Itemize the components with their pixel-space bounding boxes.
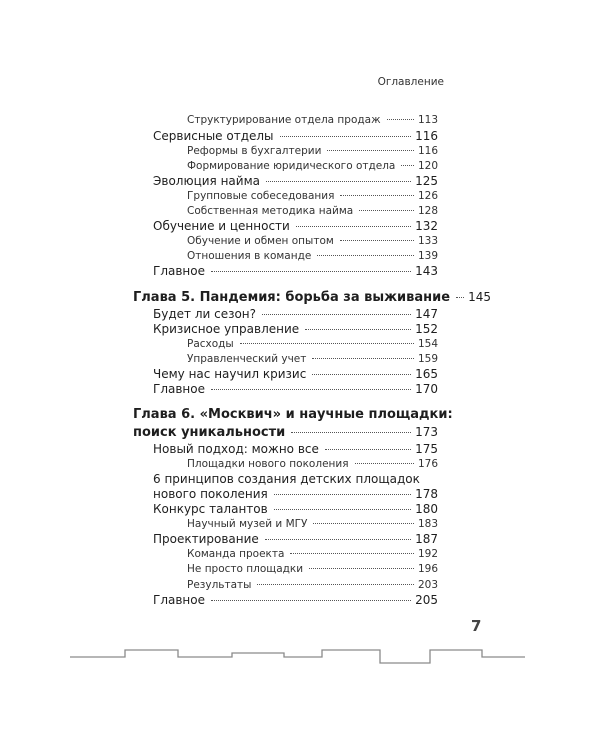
toc-entry-title: Эволюция найма <box>153 174 260 188</box>
toc-entry-page: 143 <box>415 264 438 278</box>
toc-entry-title: Конкурс талантов <box>153 502 268 516</box>
dot-leader <box>274 509 411 510</box>
toc-entry[interactable] <box>187 518 438 530</box>
toc-entry[interactable] <box>153 322 438 336</box>
toc-entry-page: 165 <box>415 367 438 381</box>
dot-leader <box>359 210 414 211</box>
toc-entry[interactable] <box>187 338 438 350</box>
toc-entry-page: 187 <box>415 532 438 546</box>
toc-entry-page: 133 <box>417 235 438 247</box>
toc-entry-title: Реформы в бухгалтерии <box>187 145 322 157</box>
toc-entry[interactable] <box>187 458 438 470</box>
toc-entry-page: 159 <box>417 353 438 365</box>
toc-entry-page: 196 <box>417 563 438 575</box>
toc-entry-page: 125 <box>415 174 438 188</box>
toc-entry-title: Проектирование <box>153 532 259 546</box>
toc-entry-page: 183 <box>417 518 438 530</box>
toc-entry[interactable] <box>153 442 438 456</box>
toc-entry-page: 178 <box>415 487 438 501</box>
toc-entry-page: 132 <box>415 219 438 233</box>
dot-leader <box>355 463 414 464</box>
dot-leader <box>274 494 411 495</box>
toc-entry[interactable] <box>187 160 438 172</box>
toc-entry-page: 116 <box>415 129 438 143</box>
dot-leader <box>313 523 414 524</box>
toc-entry-title: Научный музей и МГУ <box>187 518 308 530</box>
toc-chapter-entry[interactable] <box>133 290 491 305</box>
toc-entry[interactable] <box>187 563 438 575</box>
toc-entry[interactable] <box>153 593 438 607</box>
toc-entry[interactable] <box>153 219 438 233</box>
dot-leader <box>309 568 414 569</box>
toc-entry-page: 154 <box>417 338 438 350</box>
toc-entry-title: Будет ли сезон? <box>153 307 257 321</box>
dot-leader <box>211 389 411 390</box>
dot-leader <box>312 358 414 359</box>
dot-leader <box>317 255 414 256</box>
toc-chapter-title: поиск уникальности <box>133 425 286 440</box>
dot-leader <box>325 449 411 450</box>
dot-leader <box>266 181 411 182</box>
toc-entry[interactable] <box>153 307 438 321</box>
toc-entry[interactable] <box>187 205 438 217</box>
toc-entry-title: Новый подход: можно все <box>153 442 319 456</box>
toc-entry-title: Площадки нового поколения <box>187 458 349 470</box>
toc-entry[interactable] <box>153 264 438 278</box>
toc-entry-title: Формирование юридического отдела <box>187 160 396 172</box>
stepped-line-decoration <box>70 640 530 680</box>
dot-leader <box>327 150 414 151</box>
toc-entry-page: 126 <box>417 190 438 202</box>
dot-leader <box>265 539 411 540</box>
toc-entry[interactable] <box>153 382 438 396</box>
dot-leader <box>211 271 411 272</box>
toc-entry-page: 205 <box>415 593 438 607</box>
toc-entry-page: 203 <box>417 579 438 591</box>
toc-entry-page: 192 <box>417 548 438 560</box>
toc-entry-title: Чему нас научил кризис <box>153 367 307 381</box>
toc-entry-title: Не просто площадки <box>187 563 304 575</box>
dot-leader <box>340 195 414 196</box>
toc-entry-title: Собственная методика найма <box>187 205 354 217</box>
dot-leader <box>211 600 411 601</box>
toc-entry[interactable] <box>187 190 438 202</box>
toc-entry-title: Главное <box>153 264 205 278</box>
toc-entry-page: 128 <box>417 205 438 217</box>
toc-entry-title: Сервисные отделы <box>153 129 274 143</box>
dot-leader <box>340 240 414 241</box>
toc-entry[interactable] <box>187 353 438 365</box>
toc-entry-page: 170 <box>415 382 438 396</box>
toc-entry-page: 113 <box>417 114 438 126</box>
dot-leader <box>456 297 464 298</box>
toc-entry-page: 147 <box>415 307 438 321</box>
dot-leader <box>290 553 414 554</box>
toc-entry-title: Обучение и обмен опытом <box>187 235 334 247</box>
toc-entry[interactable] <box>153 532 438 546</box>
toc-entry[interactable] <box>153 129 438 143</box>
toc-chapter-title: Глава 5. Пандемия: борьба за выживание <box>133 290 451 305</box>
dot-leader <box>296 226 411 227</box>
toc-entry[interactable] <box>187 114 438 126</box>
toc-entry-page: 180 <box>415 502 438 516</box>
toc-entry-title: Отношения в команде <box>187 250 312 262</box>
toc-entry-title: Кризисное управление <box>153 322 300 336</box>
toc-entry-page: 176 <box>417 458 438 470</box>
dot-leader <box>280 136 412 137</box>
dot-leader <box>262 314 411 315</box>
toc-entry-title: Команда проекта <box>187 548 285 560</box>
dot-leader <box>305 329 411 330</box>
toc-entry-page: 139 <box>417 250 438 262</box>
toc-entry[interactable] <box>153 502 438 516</box>
toc-entry[interactable] <box>187 548 438 560</box>
toc-entry[interactable] <box>187 145 438 157</box>
toc-entry-page: 175 <box>415 442 438 456</box>
toc-entry-title: Главное <box>153 593 205 607</box>
toc-entry-title: Управленческий учет <box>187 353 307 365</box>
dot-leader <box>240 343 414 344</box>
toc-entry[interactable] <box>187 235 438 247</box>
toc-entry-page: 116 <box>417 145 438 157</box>
toc-entry-title: Результаты <box>187 579 252 591</box>
dot-leader <box>291 432 411 433</box>
toc-entry[interactable] <box>153 174 438 188</box>
toc-entry-page: 173 <box>415 425 438 439</box>
toc-entry-title-line1[interactable]: 6 принципов создания детских площадок <box>153 472 420 486</box>
dot-leader <box>401 165 414 166</box>
toc-entry[interactable] <box>187 250 438 262</box>
toc-entry[interactable] <box>153 367 438 381</box>
dot-leader <box>312 374 411 375</box>
toc-entry-title: Главное <box>153 382 205 396</box>
dot-leader <box>387 119 414 120</box>
toc-entry-title: Расходы <box>187 338 234 350</box>
running-header: Оглавление <box>377 76 444 88</box>
toc-entry-page: 145 <box>468 290 491 304</box>
toc-entry-title: Групповые собеседования <box>187 190 335 202</box>
toc-entry-title: нового поколения <box>153 487 268 501</box>
toc-chapter-title-line1[interactable]: Глава 6. «Москвич» и научные площадки: <box>133 407 453 422</box>
toc-entry-page: 120 <box>417 160 438 172</box>
page-number: 7 <box>471 617 482 635</box>
toc-entry[interactable] <box>153 487 438 501</box>
toc-entry-title: Обучение и ценности <box>153 219 290 233</box>
toc-entry-title: Структурирование отдела продаж <box>187 114 381 126</box>
toc-entry[interactable] <box>187 579 438 591</box>
toc-chapter-entry[interactable] <box>133 425 438 440</box>
toc-entry-page: 152 <box>415 322 438 336</box>
dot-leader <box>257 584 414 585</box>
